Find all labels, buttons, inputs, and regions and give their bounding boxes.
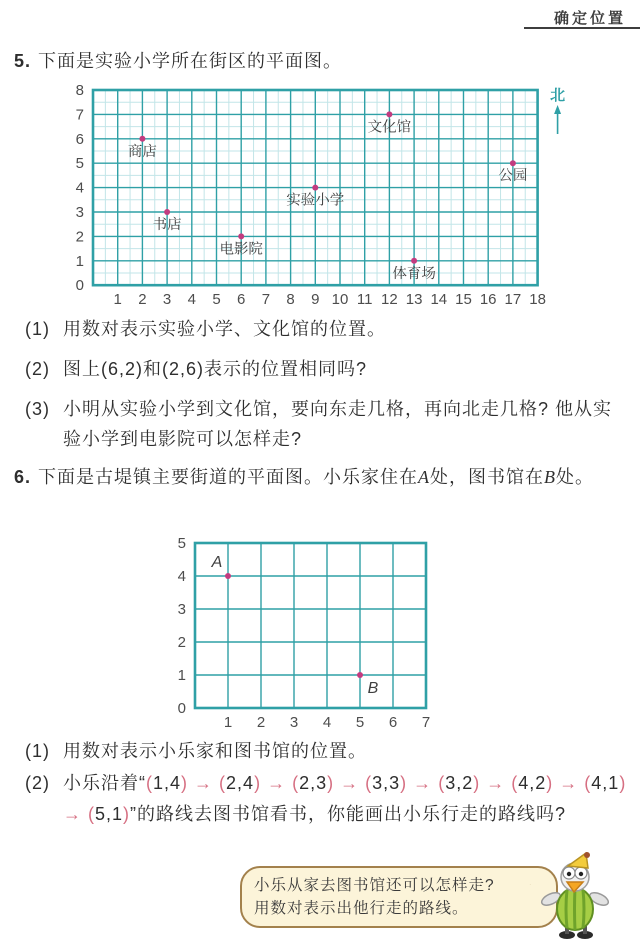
map-point-label: 体育场 [392, 265, 436, 282]
svg-text:9: 9 [311, 291, 320, 309]
svg-text:3: 3 [177, 601, 186, 618]
parrot-mascot-icon [538, 852, 612, 940]
sub-text: 用数对表示实验小学、文化馆的位置。 [63, 319, 386, 339]
street-map-chart [58, 80, 602, 320]
svg-text:3: 3 [75, 203, 85, 221]
town-map-chart [150, 532, 448, 743]
svg-text:18: 18 [529, 291, 546, 309]
question-5-sub-3 [25, 394, 615, 454]
route-text: 小乐沿着“(1,4) → (2,4) → (2,3) → (3,3) → (3,2) → (4,2) → (4,1) → (5,1)”的路线去图书馆看书，你能画出小乐行走的路线吗? [63, 773, 627, 824]
bubble-line-1: 小乐从家去图书馆还可以怎样走? [254, 877, 495, 894]
svg-text:2: 2 [138, 291, 147, 309]
svg-text:4: 4 [187, 291, 196, 309]
svg-text:5: 5 [177, 535, 186, 552]
svg-text:0: 0 [75, 277, 85, 295]
map-point-label: A [211, 554, 223, 571]
svg-text:5: 5 [212, 291, 221, 309]
map-point-label: 实验小学 [286, 192, 345, 209]
sub-number: (2) [25, 359, 50, 379]
question-5-title [14, 45, 342, 77]
question-6-sub-2 [25, 768, 628, 830]
page-header-title: 确定位置 [553, 10, 626, 27]
question-5-sub-1 [25, 314, 615, 344]
svg-text:3: 3 [289, 714, 299, 731]
svg-text:0: 0 [177, 700, 186, 717]
svg-text:1: 1 [75, 252, 85, 270]
map-point [225, 573, 231, 579]
question-5-number: 5. [14, 51, 32, 71]
svg-text:6: 6 [237, 291, 246, 309]
north-indicator-label: 北 [550, 86, 566, 104]
sub-number: (3) [25, 399, 50, 419]
sub-text: 小明从实验小学到文化馆，要向东走几格，再向北走几格? 他从实验小学到电影院可以怎样走? [63, 399, 613, 449]
svg-text:7: 7 [421, 714, 431, 731]
sub-number: (1) [25, 741, 50, 761]
sub-number: (2) [25, 773, 50, 793]
svg-text:4: 4 [177, 568, 186, 585]
map-point-label: 文化馆 [367, 119, 412, 136]
svg-text:2: 2 [256, 714, 266, 731]
svg-text:4: 4 [322, 714, 332, 731]
svg-text:11: 11 [356, 291, 373, 309]
svg-text:15: 15 [455, 291, 472, 309]
svg-text:1: 1 [223, 714, 233, 731]
svg-text:14: 14 [430, 291, 448, 309]
map-point-label: 电影院 [219, 241, 263, 258]
map-point [238, 233, 244, 239]
svg-text:1: 1 [177, 667, 186, 684]
svg-text:5: 5 [75, 155, 85, 173]
question-6-sub-1 [25, 736, 615, 766]
svg-text:6: 6 [388, 714, 398, 731]
svg-text:2: 2 [75, 228, 85, 246]
map-point [411, 258, 417, 264]
map-point-label: 书店 [152, 216, 182, 233]
bubble-line-2: 用数对表示出他行走的路线。 [254, 900, 469, 917]
speech-bubble-tail [530, 884, 531, 885]
map-point [357, 672, 363, 678]
question-6-title [14, 461, 626, 493]
svg-text:8: 8 [75, 81, 85, 99]
svg-text:16: 16 [479, 291, 497, 309]
svg-text:6: 6 [75, 130, 85, 148]
map-point-label: 商店 [127, 143, 157, 160]
map-point [164, 209, 170, 215]
sub-number: (1) [25, 319, 50, 339]
map-point-label: 公园 [498, 168, 528, 185]
speech-bubble [240, 866, 558, 928]
header-underline [524, 27, 640, 29]
map-point [312, 185, 318, 191]
svg-text:7: 7 [261, 291, 271, 309]
svg-text:1: 1 [113, 291, 122, 309]
svg-text:3: 3 [162, 291, 172, 309]
question-5-text: 下面是实验小学所在街区的平面图。 [38, 51, 342, 71]
map-point [139, 136, 145, 142]
question-6-text: 下面是古堤镇主要街道的平面图。小乐家住在A处，图书馆在B处。 [38, 467, 594, 487]
svg-text:17: 17 [504, 291, 522, 309]
svg-text:7: 7 [75, 106, 85, 124]
question-5-sub-2 [25, 354, 615, 384]
svg-text:12: 12 [381, 291, 398, 309]
svg-text:2: 2 [177, 634, 186, 651]
sub-text: 用数对表示小乐家和图书馆的位置。 [63, 741, 367, 761]
map-point-label: B [367, 680, 379, 697]
svg-text:5: 5 [355, 714, 365, 731]
sub-text: 图上(6,2)和(2,6)表示的位置相同吗? [63, 359, 368, 379]
map-point [386, 111, 392, 117]
svg-text:10: 10 [331, 291, 349, 309]
svg-text:8: 8 [286, 291, 295, 309]
question-6-number: 6. [14, 467, 32, 487]
map-point [510, 160, 516, 166]
svg-text:13: 13 [405, 291, 423, 309]
svg-text:4: 4 [75, 179, 85, 197]
